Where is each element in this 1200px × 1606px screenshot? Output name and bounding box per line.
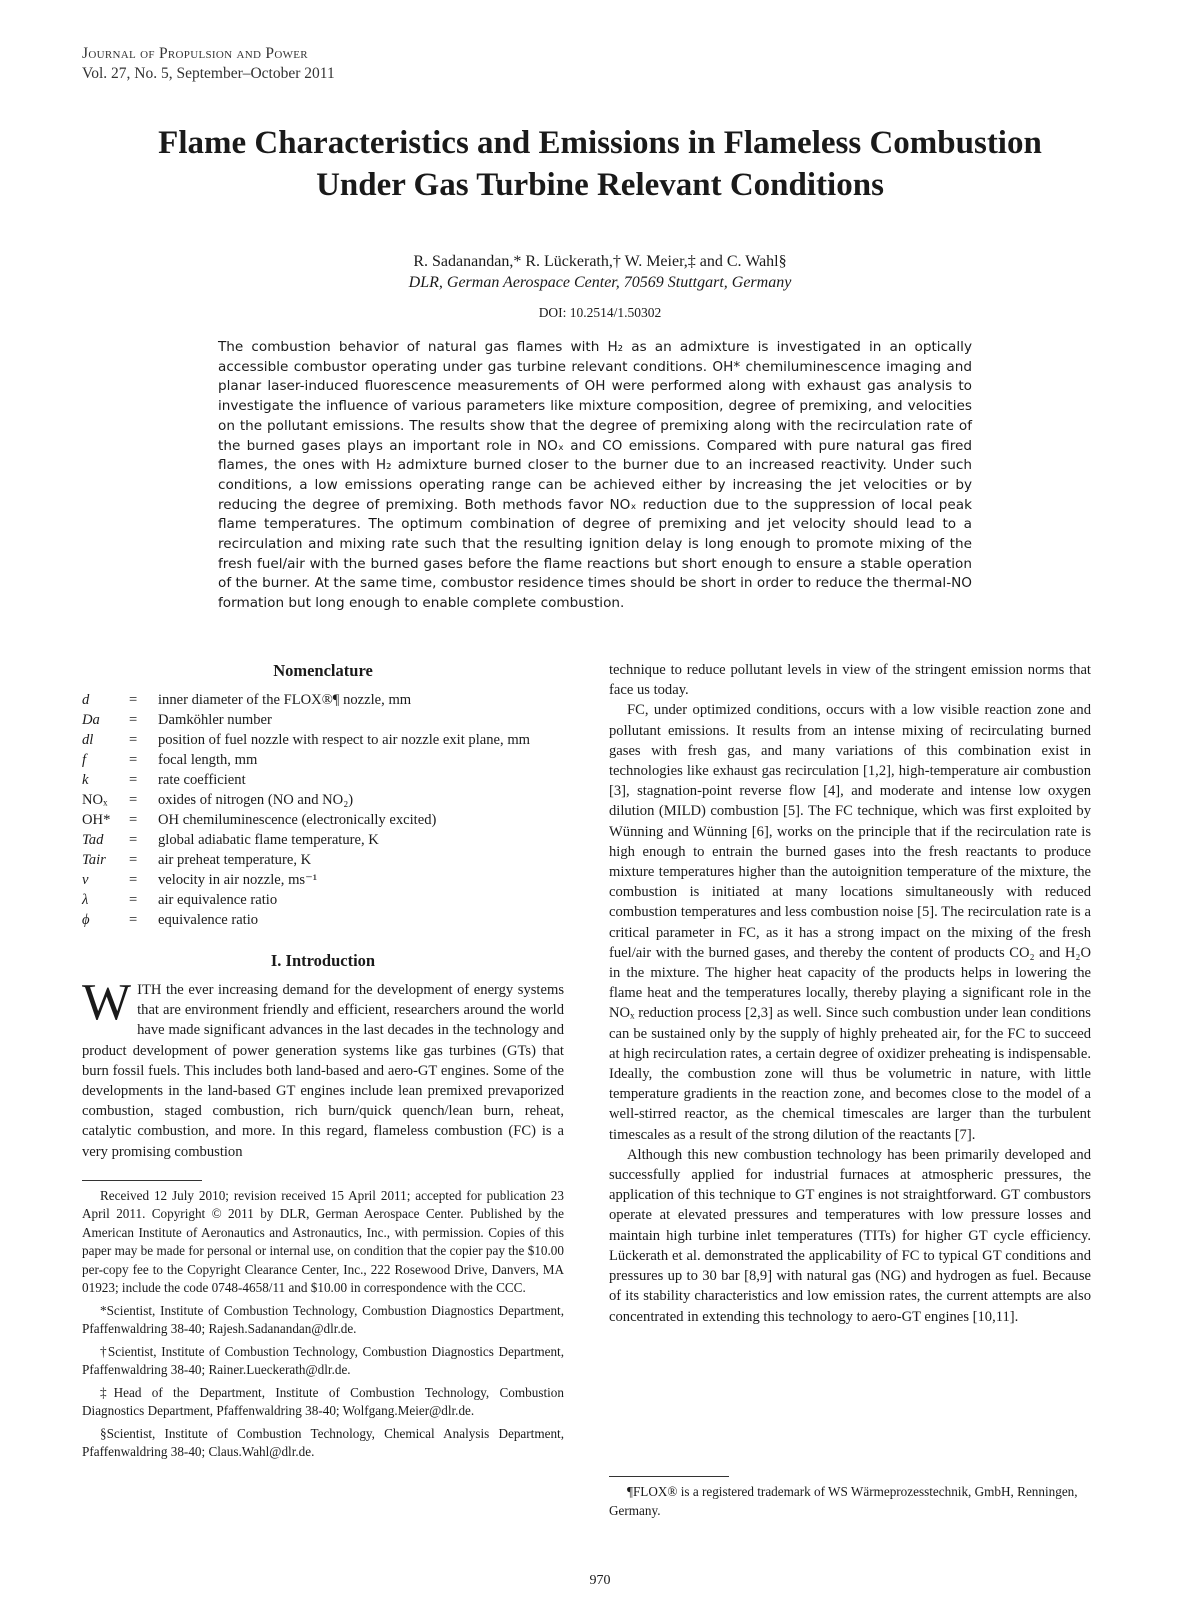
footnote-trademark: ¶FLOX® is a registered trademark of WS Wärmeprozesstechnik, GmbH, Renningen, Germany. bbox=[609, 1484, 1078, 1518]
nom-eq: = bbox=[129, 732, 138, 748]
nom-def: air preheat temperature, K bbox=[158, 852, 312, 868]
nom-eq: = bbox=[129, 832, 138, 848]
nom-symbol: OH* bbox=[82, 812, 111, 828]
journal-name: Journal of Propulsion and Power bbox=[82, 45, 308, 62]
footnote-received: Received 12 July 2010; revision received 15 April 2011; accepted for publication 23 April 2011. Copyright © 2011 by DLR, German Aerospace Center. Published by the American Institute of Aeronautics and Astronautics, Inc., with permission. Copies of this paper may be made for personal or internal use, on condition that the copier pay the $10.00 per-copy fee to the Copyright Clearance Center, Inc., 222 Rosewood Drive, Danvers, MA 01923; include the code 0748-4658/11 and $10.00 in correspondence with the CCC. bbox=[82, 1187, 564, 1296]
nom-symbol: d bbox=[82, 692, 90, 708]
nom-def: velocity in air nozzle, ms⁻¹ bbox=[158, 872, 318, 888]
nom-def: rate coefficient bbox=[158, 772, 246, 788]
paper-title bbox=[60, 122, 1140, 206]
nom-symbol: ϕ bbox=[82, 912, 90, 928]
nom-eq: = bbox=[129, 772, 138, 788]
nom-def: global adiabatic flame temperature, K bbox=[158, 832, 379, 848]
nom-def: focal length, mm bbox=[158, 752, 258, 768]
right-footnotes bbox=[609, 1476, 1091, 1524]
nom-symbol: λ bbox=[82, 892, 89, 908]
nom-def: oxides of nitrogen (NO and NO₂) bbox=[158, 792, 354, 808]
doi: DOI: 10.2514/1.50302 bbox=[538, 305, 662, 320]
nom-eq: = bbox=[129, 852, 138, 868]
nom-eq: = bbox=[129, 812, 138, 828]
nom-eq: = bbox=[129, 892, 138, 908]
drop-cap: W bbox=[82, 974, 132, 1031]
nom-def: position of fuel nozzle with respect to air nozzle exit plane, mm bbox=[158, 732, 531, 748]
nom-eq: = bbox=[129, 692, 138, 708]
authors: R. Sadanandan,* R. Lückerath,† W. Meier,‡ and C. Wahl§ bbox=[413, 253, 787, 270]
nom-def: OH chemiluminescence (electronically excited) bbox=[158, 812, 437, 828]
nom-symbol: NOₓ bbox=[82, 792, 108, 808]
nomenclature-row bbox=[82, 750, 564, 770]
body-paragraph: technique to reduce pollutant levels in view of the stringent emission norms that face us today. bbox=[609, 662, 1091, 699]
body-paragraph: FC, under optimized conditions, occurs with a low visible reaction zone and pollutant emissions. It results from an intense mixing of recirculating burned gases with fresh gas, and many variations of this combination exist in technologies like exhaust gas recirculation [1,2], high-temperature air combustion [3], stagnation-point reverse flow [4], and moderate and intense low oxygen dilution (MILD) combustion [5]. The FC technique, which was first exploited by Wünning and Wünning [6], works on the principle that if the recirculation rate is high enough to entrain the burned gases into the fresh reactants to produce mixture temperatures higher than the autoignition temperature of the mixture, the combustion is initiated at many locations simultaneously with reduced combustion temperatures and less combustion noise [5]. The recirculation rate is a critical parameter in FC, as it has a strong impact on the mixing of the fresh fuel/air with the burned gases, and thereby the content of products CO₂ and H₂O in the mixture. The higher heat capacity of the products helps in lowering the flame heat and the temperatures locally, thereby playing a significant role in the NOₓ reduction process [2,3] as well. Since such combustion under lean conditions can be sustained only by the supply of highly preheated air, for the FC to succeed at high recirculation rates, a certain degree of oxidizer preheating is indispensable. Ideally, the combustion zone will thus be volumetric in nature, with little temperature gradients in the reaction zone, and becomes close to the model of a well-stirred reactor, as the chemical timescales are larger than the turbulent timescales as a result of the strong dilution of the reactants [7]. bbox=[609, 702, 1091, 1143]
abstract-text: The combustion behavior of natural gas flames with H₂ as an admixture is investigated in an optically accessible combustor operating under gas turbine relevant conditions. OH* chemiluminescence imaging and planar laser-induced fluorescence measurements of OH were performed along with exhaust gas analysis to investigate the influence of various parameters like mixture composition, degree of premixing, and velocities on the pollutant emissions. The results show that the degree of premixing along with the recirculation rate of the burned gases plays an important role in NOₓ and CO emissions. Compared with pure natural gas fired flames, the ones with H₂ admixture burned closer to the burner due to an increased reactivity. Under such conditions, a low emissions operating range can be achieved either by increasing the jet velocities or by reducing the degree of premixing. Both methods favor NOₓ reduction due to the suppression of local peak flame temperatures. The optimum combination of degree of premixing and jet velocity should lead to a recirculation and mixing rate such that the resulting ignition delay is long enough to promote mixing of the fresh fuel/air with the burned gases before the flame reactions but short enough to ensure a stable operation of the burner. At the same time, combustor residence times should be short in order to reduce the thermal-NO formation but long enough to enable complete combustion. bbox=[218, 339, 972, 612]
nom-eq: = bbox=[129, 712, 138, 728]
nom-eq: = bbox=[129, 752, 138, 768]
nom-symbol: dl bbox=[82, 732, 94, 748]
right-column bbox=[609, 660, 1091, 1327]
nomenclature-row bbox=[82, 890, 564, 910]
nom-symbol: Da bbox=[82, 712, 100, 728]
nom-def: inner diameter of the FLOX®¶ nozzle, mm bbox=[158, 692, 412, 708]
intro-text: ITH the ever increasing demand for the development of energy systems that are environment friendly and efficient, researchers around the world have made significant advances in the last decades in the technology and product development of power generation systems like gas turbines (GTs) that burn fossil fuels. This includes both land-based and aero-GT engines. Some of the developments in the land-based GT engines include lean premixed prevaporized combustion, staged combustion, rich burn/quick quench/lean burn, reheat, catalytic combustion, and more. In this regard, flameless combustion (FC) is a very promising combustion bbox=[82, 982, 564, 1160]
nomenclature-row bbox=[82, 850, 564, 870]
nom-symbol: Tair bbox=[82, 852, 106, 868]
nomenclature-list bbox=[82, 690, 564, 930]
abstract bbox=[218, 338, 972, 614]
title-line-2: Under Gas Turbine Relevant Conditions bbox=[316, 167, 884, 203]
journal-volume: Vol. 27, No. 5, September–October 2011 bbox=[82, 65, 335, 82]
nomenclature-row bbox=[82, 830, 564, 850]
footnote-rule bbox=[609, 1476, 729, 1477]
nomenclature-row bbox=[82, 870, 564, 890]
left-column bbox=[82, 660, 564, 1466]
nomenclature-row bbox=[82, 810, 564, 830]
nom-symbol: v bbox=[82, 872, 89, 888]
nom-def: equivalence ratio bbox=[158, 912, 259, 928]
affiliation: DLR, German Aerospace Center, 70569 Stuttgart, Germany bbox=[408, 274, 792, 291]
nom-eq: = bbox=[129, 792, 138, 808]
nom-def: Damköhler number bbox=[158, 712, 272, 728]
page-number: 970 bbox=[589, 1573, 611, 1588]
intro-paragraph bbox=[82, 974, 564, 1162]
introduction-heading: I. Introduction bbox=[270, 951, 376, 970]
nom-def: air equivalence ratio bbox=[158, 892, 278, 908]
nom-eq: = bbox=[129, 912, 138, 928]
nomenclature-row bbox=[82, 910, 564, 930]
nomenclature-row bbox=[82, 770, 564, 790]
nomenclature-row bbox=[82, 690, 564, 710]
footnote-author-2: †Scientist, Institute of Combustion Technology, Combustion Diagnostics Department, Pfaffenwaldring 38-40; Rainer.Lueckerath@dlr.de. bbox=[82, 1343, 564, 1378]
footnote-rule bbox=[82, 1180, 202, 1181]
nomenclature-row bbox=[82, 710, 564, 730]
nom-eq: = bbox=[129, 872, 138, 888]
nomenclature-row bbox=[82, 790, 564, 810]
body-paragraph: Although this new combustion technology has been primarily developed and successfully applied for industrial furnaces at atmospheric pressures, the application of this technique to GT engines is not straightforward. GT combustors operate at elevated pressures and temperatures with low pressure losses and maintain high turbine inlet temperatures (TITs) for higher GT cycle efficiency. Lückerath et al. demonstrated the applicability of FC to typical GT conditions and pressures up to 30 bar [8,9] with natural gas (NG) and hydrogen as fuel. Because of its stability characteristics and low emission rates, the current attempts are also concentrated in extending this technology to aero-GT engines [10,11]. bbox=[609, 1146, 1091, 1325]
title-line-1: Flame Characteristics and Emissions in Flameless Combustion bbox=[158, 125, 1042, 161]
footnote-author-3: ‡Head of the Department, Institute of Combustion Technology, Combustion Diagnostics Department, Pfaffenwaldring 38-40; Wolfgang.Meier@dlr.de. bbox=[82, 1384, 564, 1419]
nomenclature-row bbox=[82, 730, 564, 750]
nom-symbol: k bbox=[82, 772, 89, 788]
nom-symbol: Tad bbox=[82, 832, 104, 848]
journal-header bbox=[82, 44, 335, 84]
footnote-author-1: *Scientist, Institute of Combustion Technology, Combustion Diagnostics Department, Pfaffenwaldring 38-40; Rajesh.Sadanandan@dlr.de. bbox=[82, 1302, 564, 1337]
nom-symbol: f bbox=[82, 752, 87, 768]
footnote-author-4: §Scientist, Institute of Combustion Technology, Chemical Analysis Department, Pfaffenwaldring 38-40; Claus.Wahl@dlr.de. bbox=[82, 1425, 564, 1460]
nomenclature-heading: Nomenclature bbox=[273, 661, 373, 680]
